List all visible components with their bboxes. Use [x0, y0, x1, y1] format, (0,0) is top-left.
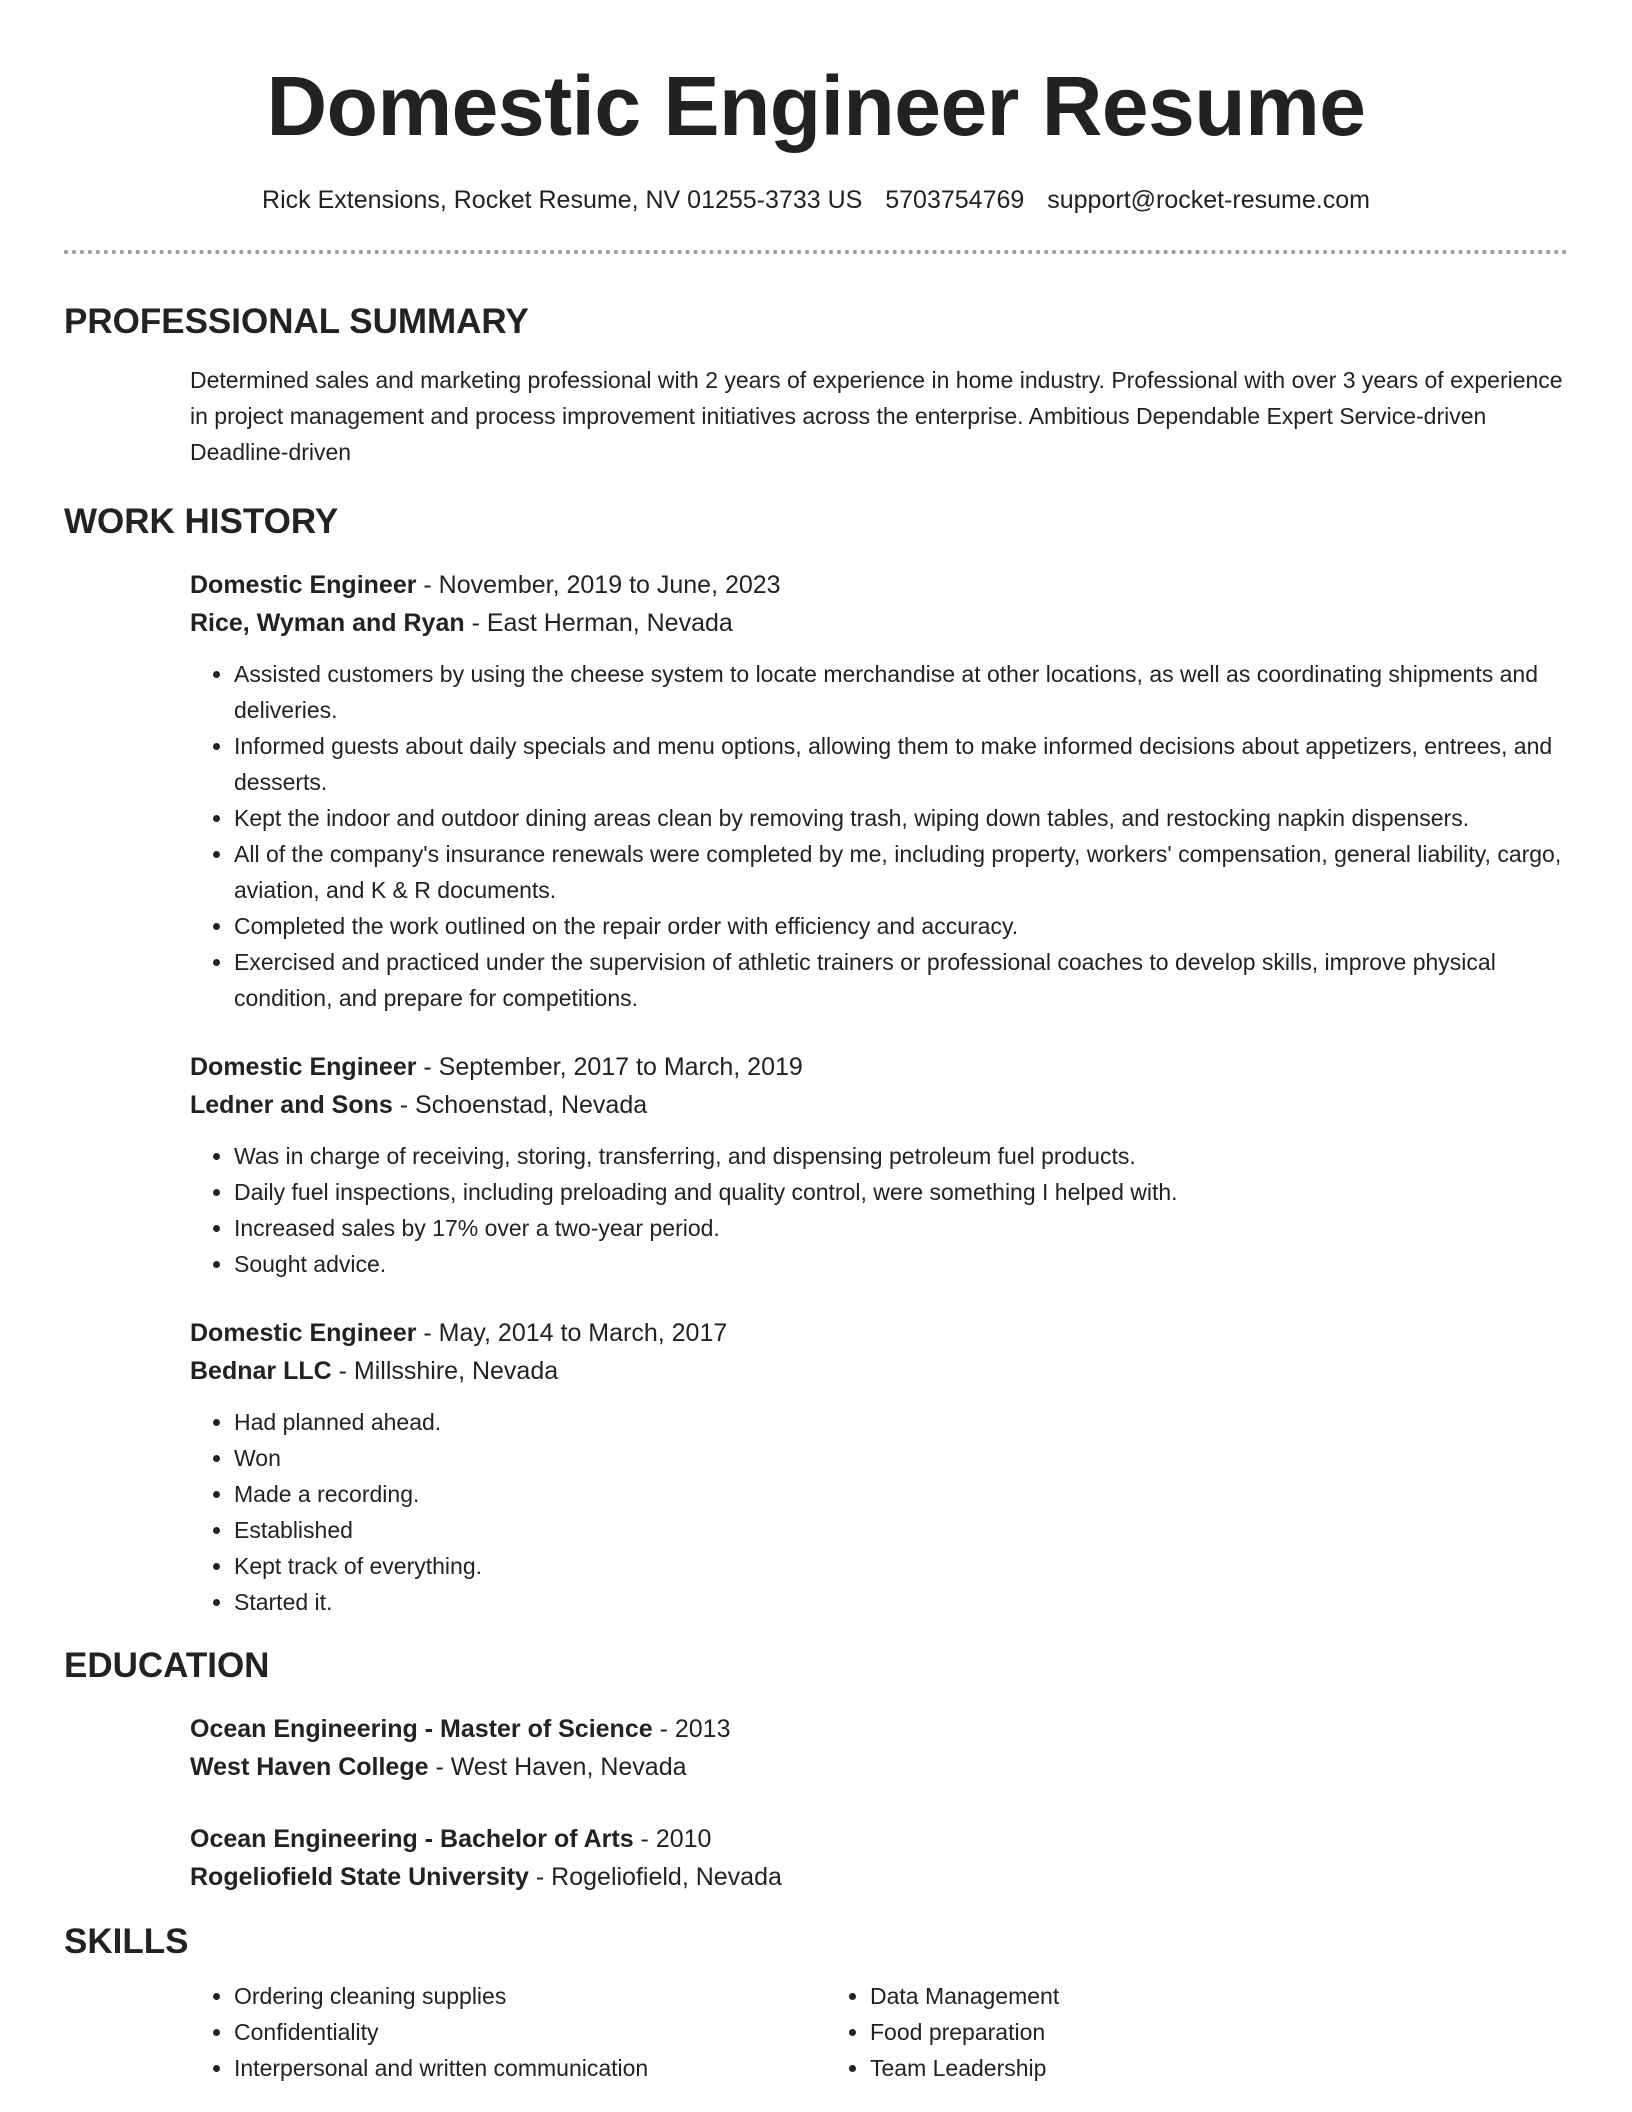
contact-phone: 5703754769 [885, 186, 1025, 214]
contact-address: Rick Extensions, Rocket Resume, NV 01255-3733 US [262, 186, 863, 214]
skills-list [64, 1978, 1568, 2086]
list-item: • All of the company's insurance renewals were completed by me, including property, workers' compensation, general liability, cargo, aviation, and K & R documents. [234, 836, 1568, 908]
skills-column-right [826, 1978, 1462, 2086]
job-bullets [190, 1138, 1568, 1282]
list-item: • Established [234, 1512, 1568, 1548]
list-item: • Assisted customers by using the cheese system to locate merchandise at other locations, as well as coordinating shipments and deliveries. [234, 656, 1568, 728]
contact-line [64, 184, 1568, 216]
job-company-line [190, 1086, 1568, 1124]
job-company-line [190, 604, 1568, 642]
job-dates: - May, 2014 to March, 2017 [416, 1319, 728, 1347]
school-line [190, 1748, 1568, 1786]
degree: Ocean Engineering - Master of Science [190, 1715, 653, 1743]
education-entry [64, 1820, 1568, 1896]
job-location: - Schoenstad, Nevada [392, 1091, 648, 1119]
list-item: • Team Leadership [870, 2050, 1462, 2086]
page-title: Domestic Engineer Resume [266, 59, 1366, 153]
list-item: • Had planned ahead. [234, 1404, 1568, 1440]
list-item: • Interpersonal and written communication [234, 2050, 826, 2086]
list-item: • Sought advice. [234, 1246, 1568, 1282]
job-dates: - September, 2017 to March, 2019 [416, 1053, 803, 1081]
header-divider [64, 250, 1568, 254]
degree-line [190, 1710, 1568, 1748]
school-location: - Rogeliofield, Nevada [528, 1863, 782, 1891]
list-item: • Won [234, 1440, 1568, 1476]
job-entry [64, 1314, 1568, 1620]
summary-heading: PROFESSIONAL SUMMARY [64, 302, 529, 341]
school-location: - West Haven, Nevada [428, 1753, 687, 1781]
degree-line [190, 1820, 1568, 1858]
skills-column-left [190, 1978, 826, 2086]
list-item: • Increased sales by 17% over a two-year period. [234, 1210, 1568, 1246]
work-history-heading: WORK HISTORY [64, 502, 339, 541]
list-item: • Kept track of everything. [234, 1548, 1568, 1584]
list-item: • Ordering cleaning supplies [234, 1978, 826, 2014]
list-item: • Completed the work outlined on the repair order with efficiency and accuracy. [234, 908, 1568, 944]
job-bullets [190, 656, 1568, 1016]
list-item: • Confidentiality [234, 2014, 826, 2050]
degree-year: - 2010 [633, 1825, 712, 1853]
list-item: • Daily fuel inspections, including preloading and quality control, were something I helped with. [234, 1174, 1568, 1210]
contact-email: support@rocket-resume.com [1047, 186, 1370, 214]
job-company-line [190, 1352, 1568, 1390]
job-location: - East Herman, Nevada [464, 609, 733, 637]
list-item: • Kept the indoor and outdoor dining areas clean by removing trash, wiping down tables, and restocking napkin dispensers. [234, 800, 1568, 836]
skills-heading: SKILLS [64, 1922, 189, 1961]
job-title-line [190, 566, 1568, 604]
job-title: Domestic Engineer [190, 571, 417, 599]
list-item: • Data Management [870, 1978, 1462, 2014]
list-item: • Started it. [234, 1584, 1568, 1620]
degree: Ocean Engineering - Bachelor of Arts [190, 1825, 634, 1853]
list-item: • Was in charge of receiving, storing, transferring, and dispensing petroleum fuel products. [234, 1138, 1568, 1174]
job-company: Rice, Wyman and Ryan [190, 609, 465, 637]
job-company: Ledner and Sons [190, 1091, 393, 1119]
education-entry [64, 1710, 1568, 1786]
school: Rogeliofield State University [190, 1863, 529, 1891]
job-entry [64, 1048, 1568, 1282]
job-location: - Millsshire, Nevada [331, 1357, 559, 1385]
list-item: • Informed guests about daily specials and menu options, allowing them to make informed decisions about appetizers, entrees, and desserts. [234, 728, 1568, 800]
list-item: • Exercised and practiced under the supervision of athletic trainers or professional coaches to develop skills, improve physical condition, and prepare for competitions. [234, 944, 1568, 1016]
degree-year: - 2013 [652, 1715, 731, 1743]
job-dates: - November, 2019 to June, 2023 [416, 571, 781, 599]
job-entry [64, 566, 1568, 1016]
job-title-line [190, 1048, 1568, 1086]
school-line [190, 1858, 1568, 1896]
education-heading: EDUCATION [64, 1646, 270, 1685]
job-bullets [190, 1404, 1568, 1620]
list-item: • Made a recording. [234, 1476, 1568, 1512]
school: West Haven College [190, 1753, 429, 1781]
job-company: Bednar LLC [190, 1357, 332, 1385]
job-title: Domestic Engineer [190, 1319, 417, 1347]
list-item: • Food preparation [870, 2014, 1462, 2050]
job-title-line [190, 1314, 1568, 1352]
job-title: Domestic Engineer [190, 1053, 417, 1081]
summary-text: Determined sales and marketing professional with 2 years of experience in home industry. Professional with over 3 years of experience in project management and process improvement initiatives across the enterprise. Ambitious Dependable Expert Service-driven Deadline-driven [190, 367, 1563, 465]
